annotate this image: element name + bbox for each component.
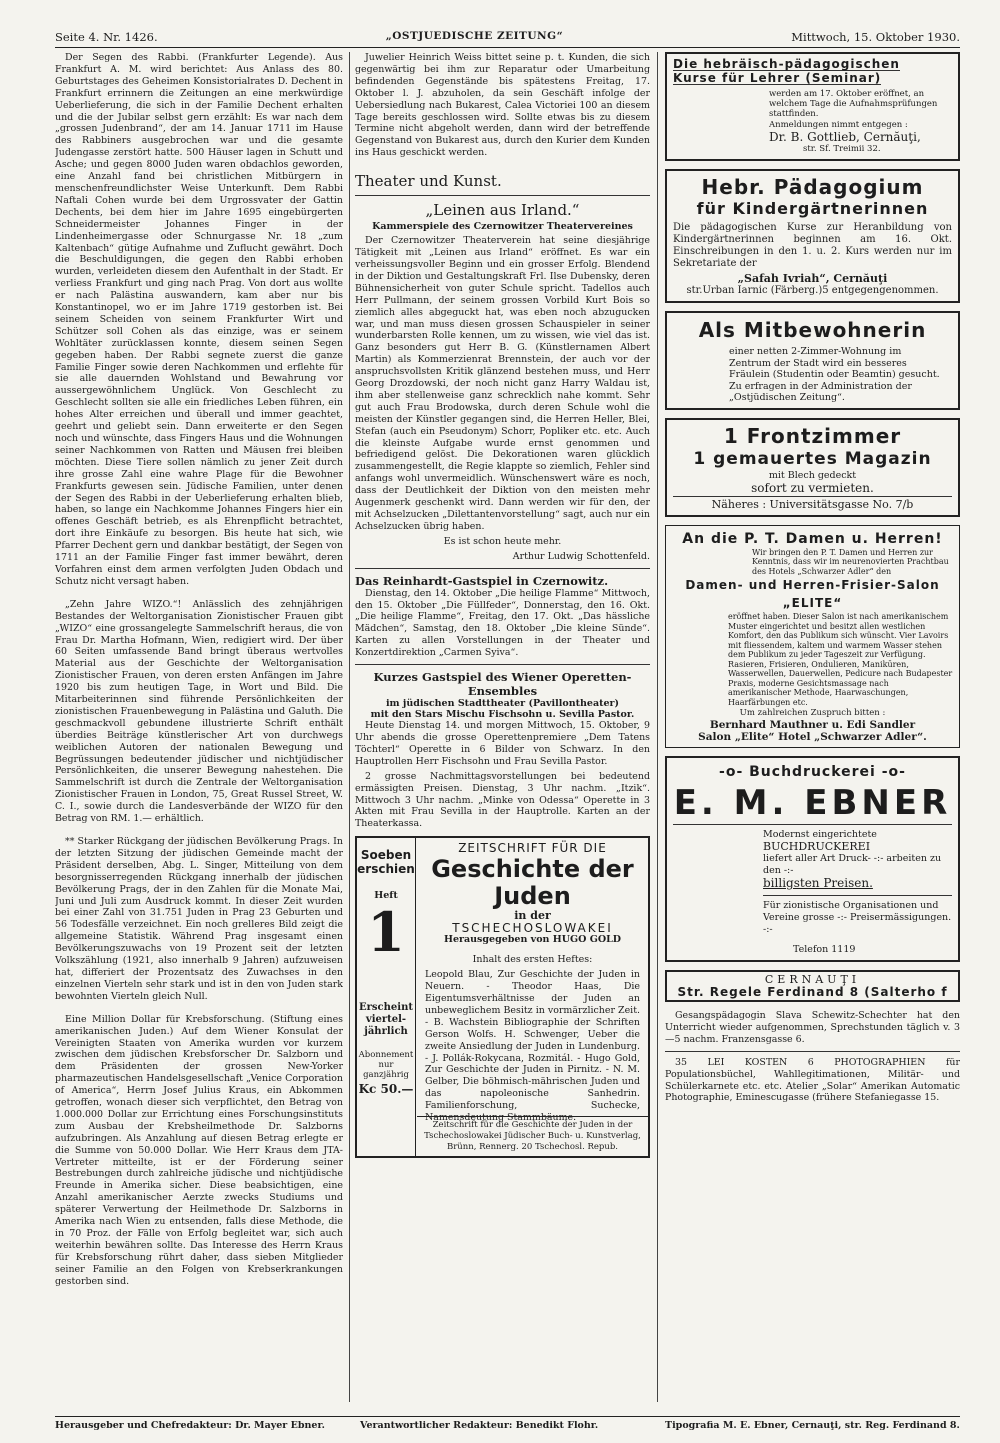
ad6-text-5: Für zionistische Organisationen und Vereine grosse -:- Preisermässigungen. -:- (763, 895, 952, 936)
ad4-title-1: 1 Frontzimmer (723, 423, 902, 448)
ad5-thanks: Um zahlreichen Zuspruch bitten : (739, 708, 886, 718)
ad2-address: str.Urban Iarnic (Färberg.)5 entgegengenommen. (686, 285, 939, 296)
columns (55, 52, 960, 1402)
operette-heading: Kurzes Gastspiel des Wiener Operetten-Ensembles (373, 670, 632, 699)
operette-matinee: 2 grosse Nachmittagsvorstellungen bei bedeutend ermässigten Preisen. Dienstag, 3 Uhr nachm. „Itzik“. Mittwoch 3 Uhr nachm. „Minke von Odessa“ Operette in 3 Akten mit Frau Sevilla in der Hauptrolle. Karten an der Theaterkassa. (355, 770, 650, 830)
journal-editor: Herausgegeben von HUGO GOLD (443, 934, 622, 946)
ad5-text: eröffnet haben. Dieser Salon ist nach amerikanischem Muster eingerichtet und besitzt allen westlichen Komfort, den das Publikum sich wünscht. Vier Lavoirs mit fliessendem, kaltem und warmem Wasser stehen dem Publikum zu jeder Tageszeit zur Verfügung. Rasieren, Frisieren, Ondulieren, Manikūren, Wasserwellen, Dauerwellen, Pedicure nach Budapester Praxis, moderne Gesichtsmassage nach amerikanischer Methode, Haarwaschungen, Haarfärbungen etc. (728, 612, 953, 707)
article-prague-population: ** Starker Rückgang der jüdischen Bevölkerung Prags. In der letzten Sitzung der jüdischen Gemeinde macht der Präsident derselben, Abg. L. Singer, Mitteilung von dem besorgnisserregenden Rückgang innerhalb der jüdischen Bevölkerung Prags, der in den Zahlen für die Monate Mai, Juni und Juli zum Ausdruck kommt. In dieser Zeit wurden bei einer Zahl von 31.751 Juden in Prag 23 Geburten und 56 Todesfälle verzeichnet. Ein noch grelleres Bild zeigt die allgemeine Statistik. Während Prag insgesamt einen Bevölkerungszuwachs von 19 Prozent seit der letzten Volkszählung (1921, also innerhalb 9 Jahren) aufzuweisen hat, differiert der Prozentsatz des Zuwachses in den einzelnen Vierteln sehr stark und ist in den von Juden stark bewohnten Vierteln gleich Null. (55, 836, 343, 1002)
ad2-organization: „Safah Ivriah“, Cernăuţi (737, 272, 888, 285)
ad2-text: Die pädagogischen Kurse zur Heranbildung von Kindergärtnerinnen beginnen am 16. Okt. Einschreibungen in den 1. u. 2. Kurs werden nur im Sekretariate der (673, 222, 952, 269)
ad6-text-3: liefert aller Art Druck- -:- arbeiten zu den -:- (763, 853, 942, 876)
page-number: Seite 4. Nr. 1426. (55, 30, 158, 44)
ad2-title-1: Hebr. Pädagogium (701, 175, 924, 199)
ad6-text-4: billigsten Preisen. (763, 876, 873, 890)
review-text: Der Czernowitzer Theaterverein hat seine diesjährige Tätigkeit mit „Leinen aus Irland“ eröffnet. Es war ein verheissungsvoller Beginn und ein grosser Erfolg. Blendend in der Diktion und Gestaltungskraft Frl. Ilse Dubensky, deren Bühnensicherheit von guter Schule spricht. Tadellos auch Herr Pullmann, der seinem grossen Vorbild Kurt Bois so ziemlich alles abgeguckt hat, was eben noch abzugucken war, und man muss diesen grossen Schauspieler in seiner wunderbarsten Rolle kennen, um zu wissen, wie viel das ist. Ganz besonders gut Herr B. G. (Künstlernamen Albert Martin) als Kommerzienrat Brennstein, der auch vor der anspruchsvollsten Kritik glänzend bestehen muss, und Herr Georg Drozdowski, der noch nicht ganz Harry Waldau ist, ihm aber stellenweise ganz schrecklich nahe kommt. Sehr gut auch Frau Brodowska, durch deren Schule wohl die meisten der Künstler gegangen sind, die Herren Heller, Blei, Stefan (auch ein Pseudonym) Schorr, Popliker etc. etc. Auch die kleinste Aufgabe wurde ernst genommen und befriedigend gelöst. Die Dekorationen waren glücklich zusammengestellt, die Regie klappte so ziemlich, Fehler sind anfangs wohl unvermeidlich. Wünschenswert wäre es noch, dass der Deutlichkeit der Diktion von den meisten mehr Augenmerk geschenkt wird. Dann werden wir für den, der mit Achselzucken „Dilettantenvorstellung“ sagt, auch nur ein Achselzucken übrig haben. (355, 235, 650, 532)
ad6-text-2: BUCHDRUCKEREI (763, 840, 871, 853)
operette-venue: im jüdischen Stadttheater (Pavillontheater) (385, 698, 620, 710)
ad7-city: CERNAUŢI (764, 973, 861, 986)
footer (55, 1416, 960, 1431)
journal-frequency: Erscheint viertel-jährlich (359, 1002, 413, 1038)
article-cancer-research: Eine Million Dollar für Krebsforschung. (Stiftung eines amerikanischen Juden.) Auf dem Wiener Konsulat der Vereinigten Staaten von Amerika wurden vor kurzem zwischen dem jüdischen Krebsforscher Dr. Salzborn und dem Präsidenten der grossen New-Yorker pharmazeutischen Handelsgesellschaft „Venice Corporation of America“, Herrn Josef Julius Kraus, ein Abkommen getroffen, wonach dieser sich verpflichtet, den Betrag von 1.000.000 Dollar zur Errichtung eines Forschungsinstituts zum Ausbau der Krebsheilmethode Dr. Salzborns aufzubringen. Als Anzahlung auf diesen Betrag erlegte er die Summe von 50.000 Dollar. Wie Herr Kraus dem JTA-Vertreter mitteilte, ist er der Förderung seiner Bestrebungen durch zahlreiche jüdische und nichtjüdische Freunde in Amerika sicher. Diese beabsichtigen, eine Anzahl amerikanischer Aerzte zwecks Studiums und späterer Verwertung der Heilmethode Dr. Salzborns in Amerika nach Wien zu entsenden, falls diese Methode, die in 70 Proz. der Fälle von Erfolg begleitet war, sich auch weiterhin bewähren sollte. Das Interesse des Herrn Kraus für Krebsforschung rührt daher, dass sieben Mitglieder seiner Familie an den Folgen von Krebserkrankungen gestorben sind. (55, 1013, 343, 1287)
ad5-title: An die P. T. Damen u. Herren! (682, 530, 943, 547)
reinhardt-schedule: Dienstag, den 14. Oktober „Die heilige Flamme“ Mittwoch, den 15. Oktober „Die Füllfeder“, Donnerstag, den 16. Okt. „Die heilige Flamme“, Freitag, den 17. Okt. „Das hässliche Mädchen“, Samstag, den 18. Oktober „Die kleine Sünde“. Karten zu allen Vorstellungen in der Theater und Konzertdirektion „Carmen Syiva“. (355, 587, 650, 659)
newspaper-title: „OSTJUEDISCHE ZEITUNG“ (385, 30, 564, 42)
journal-advertisement (355, 836, 650, 1158)
journal-title-2: Geschichte der Juden (431, 855, 634, 911)
ad1-title-2: Kurse für Lehrer (Seminar) (673, 71, 882, 85)
journal-main (417, 838, 648, 1156)
review-title: „Leinen aus Irland.“ (425, 201, 580, 220)
ad6-telephone: Telefon 1119 (793, 944, 856, 955)
ad6-title-2: E. M. EBNER (673, 783, 952, 823)
ad4-text-2: sofort zu vermieten. (751, 480, 874, 495)
ad2-title-2: für Kindergärtnerinnen (696, 199, 929, 218)
journal-title-3: in der (514, 909, 551, 923)
journal-contents: Leopold Blau, Zur Geschichte der Juden in Neuern. - Theodor Haas, Die Eigentumsverhältnisse der Juden an unbeweglichem Besitz in vormärzlicher Zeit. - B. Wachstein Bibliographie der Schriften Gerson Wolfs. H. Schwenger, Ueber die zweite Ansiedlung der Juden in Lundenburg. - J. Pollák-Rokycana, Rozmitál. - Hugo Gold, Zur Geschichte der Juden in Pirnitz. - N. M. Gelber, Die böhmisch-mährischen Juden und das napoleonische Sanhedrin. Familienforschung, Suchecke, Namensdeutung Stammbäume. (425, 969, 640, 1124)
issue-date: Mittwoch, 15. Oktober 1930. (791, 30, 960, 44)
journal-subscription: Abonnement nur ganzjährig (358, 1050, 414, 1081)
column-divider (657, 52, 658, 1402)
review-closing: Es ist schon heute mehr. (443, 535, 562, 547)
column-divider (349, 52, 350, 1402)
journal-sidebar (357, 838, 416, 1156)
footer-editor: Verantwortlicher Redakteur: Benedikt Flohr. (360, 1420, 599, 1431)
ad-roommate-wanted (665, 311, 960, 410)
ad-kindergarten-pedagogium (665, 169, 960, 303)
review-subtitle: Kammerspiele des Czernowitzer Theatervereines (372, 221, 633, 233)
footer-printer: Tipografia M. E. Ebner, Cernauţi, str. Reg. Ferdinand 8. (665, 1420, 960, 1431)
ad1-address: str. Sf. Treimii 32. (803, 144, 881, 154)
ad-printing-house-ebner (665, 756, 960, 962)
ad5-location: Salon „Elite“ Hotel „Schwarzer Adler“. (698, 731, 927, 743)
ad3-text: einer netten 2-Zimmer-Wohnung im Zentrum der Stadt wird ein besseres Fräulein (Studentin oder Beamtin) gesucht. Zu erfragen in der Administration der „Ostjüdischen Zeitung“. (729, 346, 940, 403)
ad5-salon-name: Damen- und Herren-Frisier-Salon „ELITE“ (685, 578, 940, 610)
newspaper-page (55, 30, 960, 1431)
journal-issue-number: 1 (367, 900, 405, 965)
section-theater-heading: Theater und Kunst. (355, 172, 502, 191)
article-rabbi-blessing: Der Segen des Rabbi. (Frankfurter Legende). Aus Frankfurt A. M. wird berichtet: Aus Anlass des 80. Geburtstages des Geheimen Konsistorialrates D. Dechent in Frankfurt errinnern die Zeitungen an eine merkwürdige Ueberlieferung, die sich in der Familie Dechent erhalten und die der Jubilar selbst gern erzählt: Es war nach dem „grossen Judenbrand“, der am 14. Januar 1711 im Hause des Rabbiners ausgebrochen war und die gesamte Judengasse zerstört hatte. 500 Häuser lagen in Schutt und Asche; und gegen 8000 Juden waren obdachlos geworden, eine Anzahl fand bei christlichen Mitbürgern in menschenfreundlichster Weise Unterkunft. Dem Rabbi Naftali Cohen wurde bei dem Urgrossvater der Gattin Dechents, bei dem hier im Jahre 1695 eingebürgerten Schneidermeister Johannes Finger in der Lindenheimergasse oder Schnurgasse Nr. 18 „zum Kaltenbach“ gütige Aufnahme und Zuflucht gewährt. Doch die Beschuldigungen, die gegen den Rabbi erhoben wurden, verleideten diesem den Aufenthalt in der Stadt. Er verliess Frankfurt und ging nach Prag. Von dort aus wollte er nach Palästina auswandern, kam aber nur bis Konstantinopel, wo er im Jahre 1719 gestorben ist. Bei seinem Scheiden von seinem Frankfurter Wirt und Schützer soll Cohen als das einzige, was er seinem Wohltäter zurücklassen konnte, diesem seinen Segen gegeben haben. Der Rabbi segnete zuerst die ganze Familie Finger sowie deren Nachkommen und erflehte für sie alle dauernden Wohlstand und Bewahrung vor aussergewöhnlichem Unglück. Von Geschlecht zu Geschlecht sollten sie alle ein friedliches Leben führen, ein hohes Alter erreichen und überall und immer geachtet, geehrt und geliebt sein. Dann erweiterte er den Segen noch und wünschte, dass Fingers Haus und die Wohnungen seiner Nachkommen von Ratten und Mäusen frei bleiben möchten. Diese Tiere sollen nämlich zu jener Zeit durch ihre grosse Zahl eine wahre Plage für die Bewohner Frankfurts gewesen sein. Jüdische Familien, unter denen der Segen des Rabbi in der Ueberlieferung erhalten blieb, haben, so lange ein Nachkomme Johannes Fingers hier ein offenes Geschäft betrieb, es als Ehrenpflicht betrachtet, dort ihre Einkäufe zu besorgen. Bis heute hat sich, wie Pfarrer Dechent gern und dankbar bestätigt, der Segen von 1711 an der Familie Finger fast immer bewährt, deren Vorfahren einst dem armen verfolgten Juden Obdach und Schutz nicht versagt haben. (55, 52, 343, 587)
journal-issue-label: Heft (374, 890, 398, 902)
ad1-text: werden am 17. Oktober eröffnet, an welchem Tage die Aufnahmsprüfungen stattfinden. (769, 89, 938, 119)
ad7-address: Str. Regele Ferdinand 8 (Salterho f (677, 985, 948, 999)
column-2 (355, 52, 650, 1402)
column-1 (55, 52, 343, 1402)
ad4-text: mit Blech gedeckt (768, 469, 857, 481)
ad6-title-1: -o- Buchdruckerei -o- (719, 764, 906, 780)
journal-contents-heading: Inhalt des ersten Heftes: (472, 954, 593, 966)
ad1-text-2: Anmeldungen nimmt entgegen : (769, 120, 908, 130)
masthead (55, 30, 960, 48)
operette-stars: mit den Stars Mischu Fischsohn u. Sevilla Pastor. (370, 709, 635, 721)
ad1-contact-name: Dr. B. Gottlieb, Cernăuţi, (769, 130, 921, 144)
journal-price: Kc 50.— (358, 1082, 414, 1097)
column-3 (665, 52, 960, 1402)
ad3-title: Als Mitbewohnerin (698, 318, 927, 342)
journal-publisher: Zeitschrift für die Geschichte der Juden in der Tschechoslowakei Jüdischer Buch- u. Kunstverlag, Brünn, Rennerg. 20 Tschechosl. Repub. (417, 1116, 648, 1156)
review-author: Arthur Ludwig Schottenfeld. (512, 550, 650, 562)
ad-hebrew-teacher-courses (665, 52, 960, 161)
ad4-address: Näheres : Universitätsgasse No. 7/b (673, 496, 952, 511)
ad-singing-teacher: Gesangspädagogin Slava Schewitz-Schechter hat den Unterricht wieder aufgenommen, Sprechstunden täglich v. 3—5 nachm. Franzensgasse 6. (665, 1010, 960, 1045)
ad1-title-1: Die hebräisch-pädagogischen (673, 57, 900, 71)
article-wizo: „Zehn Jahre WIZO.“! Anlässlich des zehnjährigen Bestandes der Weltorganisation Zionistischer Frauen gibt „WIZO“ eine grossangelegte Sammelschrift heraus, die von Frau Dr. Martha Hofmann, Wien, redigiert wird. Der über 60 Seiten umfassende Band bringt überaus wertvolles Material aus der Geschichte der Weltorganisation Zionistischer Frauen, von deren ersten Anfängen im Jahre 1920 bis zum heutigen Tage, in Wort und Bild. Die Mitarbeiterinnen sind führende Persönlichkeiten der zionistischen Frauenbewegung in Palästina und Galuth. Die geschmackvoll gebundene illustrierte Schrift enthält überdies Beiträge künstlerischer Art von durchwegs weiblichen Autoren der nationalen Bewegung und Begrüssungen bedeutender jüdischer und nichtjüdischer Persönlichkeiten, die unserer Bewegung nahestehen. Die Sammelschrift ist durch die Zentrale der Weltorganisation Zionistischer Frauen in London, 75, Great Russel Street, W. C. I., sowie durch die Landesverbände der WIZO für den Betrag von RM. 1.— erhältlich. (55, 598, 343, 825)
ad-address-cernauti (665, 970, 960, 1002)
ad5-lead: Wir bringen den P. T. Damen und Herren zur Kenntnis, dass wir im neurenovierten Prachtbau des Hotels „Schwarzer Adler“ den (752, 547, 949, 576)
ad-salon-elite (665, 525, 960, 749)
journal-title-4: TSCHECHOSLOWAKEI (452, 921, 613, 936)
notice-jeweler-weiss: Juwelier Heinrich Weiss bittet seine p. t. Kunden, die sich gegenwärtig bei ihm zur Reparatur oder Umarbeitung befindenden Gegenstände bis spätestens Freitag, 17. Oktober l. J. abzuholen, da sein Geschäft infolge der Uebersiedlung nach Bukarest, Calea Victoriei 100 an diesem Tage bereits geschlossen wird. Sollte etwas bis zu diesem Termine nicht abgeholt werden, dann wird der betreffende Gegenstand von Bukarest aus, durch den Kurier dem Kunden ins Haus geschickt werden. (355, 52, 650, 159)
reinhardt-heading: Das Reinhardt-Gastspiel in Czernowitz. (355, 573, 609, 588)
ad4-title-2: 1 gemauertes Magazin (693, 448, 932, 469)
ad-photo-atelier: 35 LEI KOSTEN 6 PHOTOGRAPHIEN für Populationsbüchel, Wahllegitimationen, Militär- und Schülerkarnete etc. etc. Atelier „Solar“ Amerikan Automatic Photographie, Eminescugasse (frühere Stefaniegasse 15. (665, 1056, 960, 1104)
ad5-owners: Bernhard Mauthner u. Edi Sandler (709, 719, 916, 731)
journal-just-released: Soeben erschien (357, 848, 415, 877)
operette-text: Heute Dienstag 14. und morgen Mittwoch, 15. Oktober, 9 Uhr abends die grosse Operettenpremiere „Dem Tatens Töchterl“ Operette in 6 Bilder von Schwarz. In den Hauptrollen Herr Fischsohn und Frau Sevilla Pastor. (355, 720, 650, 767)
journal-title-1: ZEITSCHRIFT FÜR DIE (458, 841, 607, 856)
ad-room-for-rent (665, 418, 960, 517)
ad6-text-1: Modernst eingerichtete (763, 829, 877, 840)
footer-publisher: Herausgeber und Chefredakteur: Dr. Mayer Ebner. (55, 1420, 325, 1431)
